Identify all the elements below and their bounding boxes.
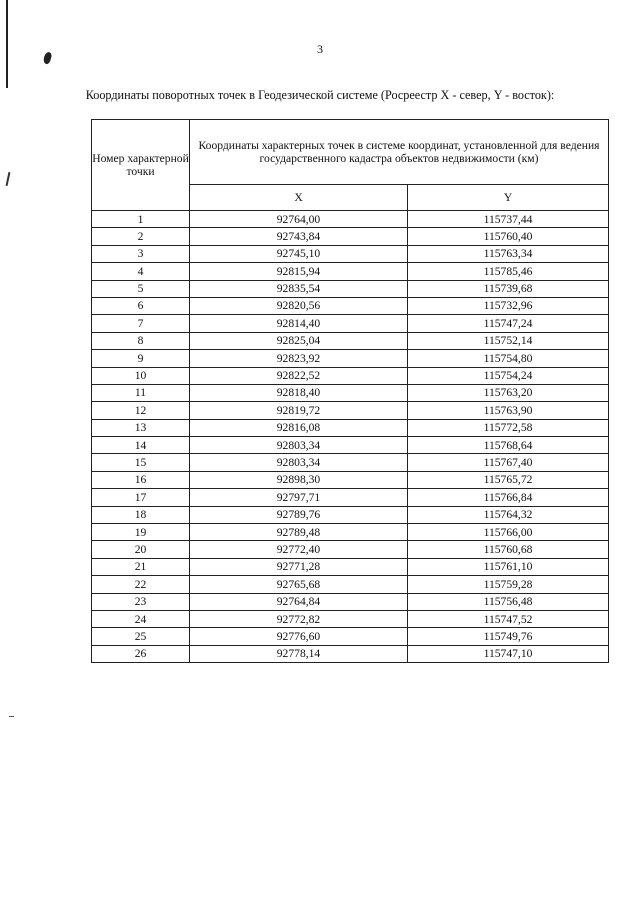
table-row xyxy=(92,297,609,314)
point-number-cell: 25 xyxy=(92,628,190,645)
header-y: Y xyxy=(408,184,609,210)
x-value-cell: 92771,28 xyxy=(190,558,408,575)
table-row xyxy=(92,245,609,262)
table-row xyxy=(92,419,609,436)
point-number-cell: 1 xyxy=(92,211,190,228)
scan-tick xyxy=(6,172,11,186)
table-row xyxy=(92,384,609,401)
y-value-cell: 115765,72 xyxy=(408,471,609,488)
y-value-cell: 115754,24 xyxy=(408,367,609,384)
coordinates-table xyxy=(91,119,609,663)
x-value-cell: 92743,84 xyxy=(190,228,408,245)
point-number-cell: 14 xyxy=(92,437,190,454)
point-number-cell: 2 xyxy=(92,228,190,245)
y-value-cell: 115747,10 xyxy=(408,645,609,662)
x-value-cell: 92814,40 xyxy=(190,315,408,332)
table-row xyxy=(92,593,609,610)
x-value-cell: 92745,10 xyxy=(190,245,408,262)
point-number-cell: 5 xyxy=(92,280,190,297)
point-number-cell: 7 xyxy=(92,315,190,332)
point-number-cell: 19 xyxy=(92,524,190,541)
page-heading: Координаты поворотных точек в Геодезической системе (Росреестр X - север, Y - восток): xyxy=(85,88,555,102)
y-value-cell: 115760,68 xyxy=(408,541,609,558)
point-number-cell: 21 xyxy=(92,558,190,575)
y-value-cell: 115749,76 xyxy=(408,628,609,645)
point-number-cell: 6 xyxy=(92,297,190,314)
table-row xyxy=(92,628,609,645)
y-value-cell: 115766,84 xyxy=(408,489,609,506)
table-row xyxy=(92,506,609,523)
table-row xyxy=(92,489,609,506)
y-value-cell: 115785,46 xyxy=(408,263,609,280)
y-value-cell: 115747,24 xyxy=(408,315,609,332)
y-value-cell: 115732,96 xyxy=(408,297,609,314)
point-number-cell: 18 xyxy=(92,506,190,523)
point-number-cell: 17 xyxy=(92,489,190,506)
x-value-cell: 92803,34 xyxy=(190,454,408,471)
table-row xyxy=(92,350,609,367)
y-value-cell: 115768,64 xyxy=(408,437,609,454)
scan-dash xyxy=(9,716,14,717)
y-value-cell: 115760,40 xyxy=(408,228,609,245)
header-point-number: Номер характерной точки xyxy=(92,120,190,211)
table-row xyxy=(92,437,609,454)
point-number-cell: 23 xyxy=(92,593,190,610)
x-value-cell: 92816,08 xyxy=(190,419,408,436)
page-number: 3 xyxy=(317,42,323,56)
y-value-cell: 115763,90 xyxy=(408,402,609,419)
x-value-cell: 92764,00 xyxy=(190,211,408,228)
table-row xyxy=(92,610,609,627)
x-value-cell: 92803,34 xyxy=(190,437,408,454)
point-number-cell: 20 xyxy=(92,541,190,558)
x-value-cell: 92776,60 xyxy=(190,628,408,645)
point-number-cell: 22 xyxy=(92,576,190,593)
y-value-cell: 115763,34 xyxy=(408,245,609,262)
x-value-cell: 92898,30 xyxy=(190,471,408,488)
table-row xyxy=(92,541,609,558)
table-row xyxy=(92,471,609,488)
x-value-cell: 92772,40 xyxy=(190,541,408,558)
table-row xyxy=(92,211,609,228)
point-number-cell: 11 xyxy=(92,384,190,401)
table-row xyxy=(92,558,609,575)
x-value-cell: 92822,52 xyxy=(190,367,408,384)
y-value-cell: 115767,40 xyxy=(408,454,609,471)
table-row xyxy=(92,315,609,332)
table-row xyxy=(92,454,609,471)
point-number-cell: 8 xyxy=(92,332,190,349)
y-value-cell: 115766,00 xyxy=(408,524,609,541)
x-value-cell: 92823,92 xyxy=(190,350,408,367)
point-number-cell: 16 xyxy=(92,471,190,488)
x-value-cell: 92772,82 xyxy=(190,610,408,627)
y-value-cell: 115737,44 xyxy=(408,211,609,228)
x-value-cell: 92835,54 xyxy=(190,280,408,297)
header-x: X xyxy=(190,184,408,210)
table-row xyxy=(92,332,609,349)
point-number-cell: 26 xyxy=(92,645,190,662)
point-number-cell: 10 xyxy=(92,367,190,384)
table-row xyxy=(92,524,609,541)
y-value-cell: 115756,48 xyxy=(408,593,609,610)
x-value-cell: 92778,14 xyxy=(190,645,408,662)
point-number-cell: 9 xyxy=(92,350,190,367)
point-number-cell: 4 xyxy=(92,263,190,280)
y-value-cell: 115752,14 xyxy=(408,332,609,349)
table-row xyxy=(92,280,609,297)
x-value-cell: 92825,04 xyxy=(190,332,408,349)
x-value-cell: 92820,56 xyxy=(190,297,408,314)
x-value-cell: 92819,72 xyxy=(190,402,408,419)
point-number-cell: 13 xyxy=(92,419,190,436)
y-value-cell: 115761,10 xyxy=(408,558,609,575)
table-row xyxy=(92,228,609,245)
y-value-cell: 115739,68 xyxy=(408,280,609,297)
point-number-cell: 12 xyxy=(92,402,190,419)
table-row xyxy=(92,263,609,280)
table-row xyxy=(92,402,609,419)
point-number-cell: 24 xyxy=(92,610,190,627)
x-value-cell: 92789,76 xyxy=(190,506,408,523)
point-number-cell: 15 xyxy=(92,454,190,471)
x-value-cell: 92815,94 xyxy=(190,263,408,280)
x-value-cell: 92789,48 xyxy=(190,524,408,541)
table-row xyxy=(92,367,609,384)
y-value-cell: 115759,28 xyxy=(408,576,609,593)
y-value-cell: 115772,58 xyxy=(408,419,609,436)
y-value-cell: 115764,32 xyxy=(408,506,609,523)
x-value-cell: 92764,84 xyxy=(190,593,408,610)
x-value-cell: 92765,68 xyxy=(190,576,408,593)
point-number-cell: 3 xyxy=(92,245,190,262)
x-value-cell: 92818,40 xyxy=(190,384,408,401)
y-value-cell: 115747,52 xyxy=(408,610,609,627)
header-coordinate-system: Координаты характерных точек в системе координат, установленной для ведения государственного кадастра объектов недвижимости (км) xyxy=(190,120,609,185)
x-value-cell: 92797,71 xyxy=(190,489,408,506)
y-value-cell: 115754,80 xyxy=(408,350,609,367)
table-body xyxy=(92,211,609,663)
y-value-cell: 115763,20 xyxy=(408,384,609,401)
table-row xyxy=(92,645,609,662)
table-row xyxy=(92,576,609,593)
